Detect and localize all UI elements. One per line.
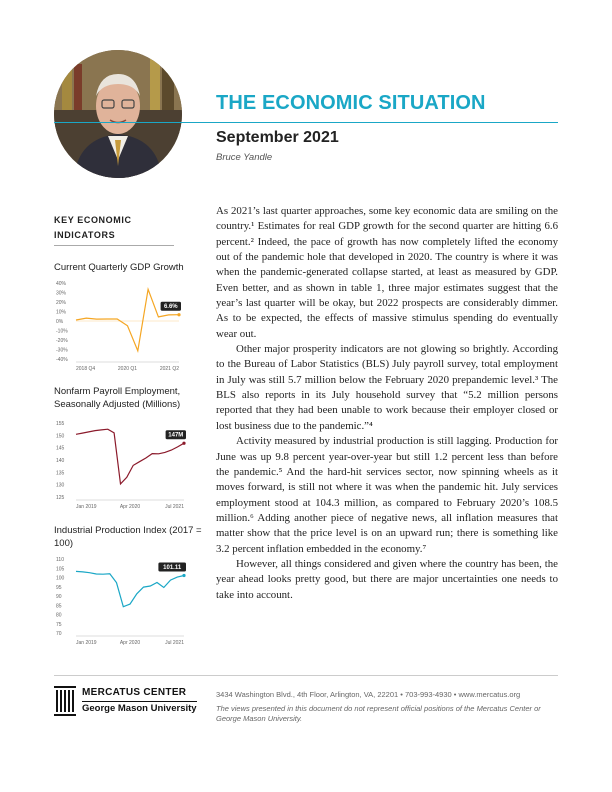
- x-tick-label: Apr 2020: [119, 504, 141, 510]
- x-tick-label: Apr 2020: [119, 640, 141, 646]
- y-tick-label: 30%: [56, 290, 67, 297]
- y-tick-label: 155: [56, 421, 65, 427]
- y-tick-label: -20%: [56, 338, 68, 344]
- y-tick-label: 100: [56, 575, 65, 582]
- logo-name: MERCATUS CENTER: [82, 687, 187, 698]
- footer-address: 3434 Washington Blvd., 4th Floor, Arlington, VA, 22201 • 703-993-4930 • www.mercatus.org: [216, 690, 521, 699]
- paragraph: Activity measured by industrial production is still lagging. Production for June was up 9.8 percent year-over-year but still 1.2 percent less than before the pandemic.⁵ And the hard-hit services sector, now spinning wheels as it moves forward, is still not where it was when the pandemic hit. July services employment stood at 104.3 million, as compared to February 2020’s 108.5 million.⁶ Adding another piece of negative news, all inflation measures that matter show that the price level is on an upward run; there is something like 3.2 percent inflation embedded in the economy.⁷: [216, 435, 558, 555]
- callout-label: 147M: [168, 432, 184, 439]
- y-tick-label: -30%: [56, 347, 68, 354]
- mercatus-logo: [54, 686, 214, 720]
- series-line: [76, 571, 184, 606]
- y-tick-label: 140: [56, 458, 65, 464]
- footer-rule: [54, 675, 558, 676]
- gdp-chart-title: Current Quarterly GDP Growth: [54, 262, 184, 273]
- gdp-chart: [54, 277, 194, 373]
- x-tick-label: 2020 Q1: [117, 366, 138, 372]
- x-tick-label: 2018 Q4: [76, 366, 96, 372]
- page-title: THE ECONOMIC SITUATION: [216, 92, 486, 114]
- sidebar-heading-line1: KEY ECONOMIC: [54, 215, 132, 225]
- y-tick-label: 130: [56, 482, 65, 489]
- mercatus-logo-icon: [54, 686, 76, 716]
- data-point: [182, 574, 185, 577]
- page-subtitle: September 2021: [216, 129, 339, 146]
- y-tick-label: 110: [56, 557, 64, 563]
- header-rule: [54, 122, 558, 123]
- industrial-chart-title: Industrial Production Index (2017 = 100): [54, 525, 202, 549]
- author-name: Bruce Yandle: [216, 152, 273, 163]
- y-tick-label: 10%: [56, 309, 67, 316]
- y-tick-label: 145: [56, 445, 65, 452]
- y-tick-label: 95: [56, 584, 62, 591]
- data-point: [177, 313, 180, 316]
- y-tick-label: 0%: [56, 319, 64, 325]
- callout-label: 101.11: [163, 564, 182, 571]
- payroll-chart: [54, 414, 194, 514]
- y-tick-label: 85: [56, 603, 62, 610]
- x-tick-label: Jan 2019: [76, 504, 97, 510]
- payroll-chart-title: Nonfarm Payroll Employment, Seasonally Adjusted (Millions): [54, 386, 181, 410]
- y-tick-label: 150: [56, 433, 65, 440]
- y-tick-label: 40%: [56, 281, 67, 287]
- x-tick-label: Jul 2021: [165, 504, 184, 510]
- x-tick-label: Jan 2019: [76, 640, 97, 646]
- y-tick-label: 80: [56, 612, 62, 619]
- sidebar-heading-line2: INDICATORS: [54, 230, 116, 240]
- logo-subtitle: George Mason University: [82, 703, 197, 714]
- article-body: [216, 204, 558, 603]
- paragraph: However, all things considered and given where the country has been, the year ahead looks pretty good, but there are major uncertainties one needs to take into account.: [216, 557, 558, 601]
- y-tick-label: -40%: [56, 357, 68, 363]
- series-line: [76, 289, 179, 351]
- footer-disclaimer: The views presented in this document do not represent official positions of the Mercatus Center or George Mason University.: [216, 704, 541, 723]
- y-tick-label: 90: [56, 594, 62, 600]
- y-tick-label: -10%: [56, 328, 68, 335]
- y-tick-label: 105: [56, 566, 65, 573]
- x-tick-label: 2021 Q2: [159, 366, 179, 372]
- y-tick-label: 125: [56, 495, 65, 501]
- sidebar-heading: [54, 213, 194, 243]
- author-portrait: [54, 50, 182, 178]
- sidebar-divider: [54, 245, 174, 246]
- industrial-chart: [54, 553, 194, 649]
- y-tick-label: 135: [56, 470, 65, 477]
- y-tick-label: 70: [56, 631, 62, 637]
- callout-label: 6.6%: [163, 304, 178, 311]
- paragraph: Other major prosperity indicators are not glowing so brightly. According to the Bureau of Labor Statistics (BLS) July payroll survey, total employment in July was still 5.7 million below the February 2020 prepandemic level.³ The BLS also reports in its July household survey that “5.2 million persons reported that they had been unable to work because their employer closed or lost business due to the pandemic.”⁴: [216, 343, 558, 432]
- data-point: [182, 442, 185, 445]
- paragraph: As 2021’s last quarter approaches, some key economic data are smiling on the country.¹ Estimates for real GDP growth for the second quarter are hitting 6.6 percent.² Indeed, the pace of growth has now completely lifted the economy out of the pandemic hole that developed in 2020. The country is where it was when the pandemic-generated collapse started, at least as measured by GDP. Even better, and as shown in table 1, three major estimates suggest that the year’s last quarter will be okay, but 2022 prospects are considerably dimmer. As to be expected, the effects of massive stimulus spending do eventually wear out.: [216, 205, 558, 340]
- sidebar: [54, 213, 194, 246]
- y-tick-label: 20%: [56, 300, 67, 306]
- x-tick-label: Jul 2021: [165, 640, 184, 646]
- y-tick-label: 75: [56, 621, 62, 628]
